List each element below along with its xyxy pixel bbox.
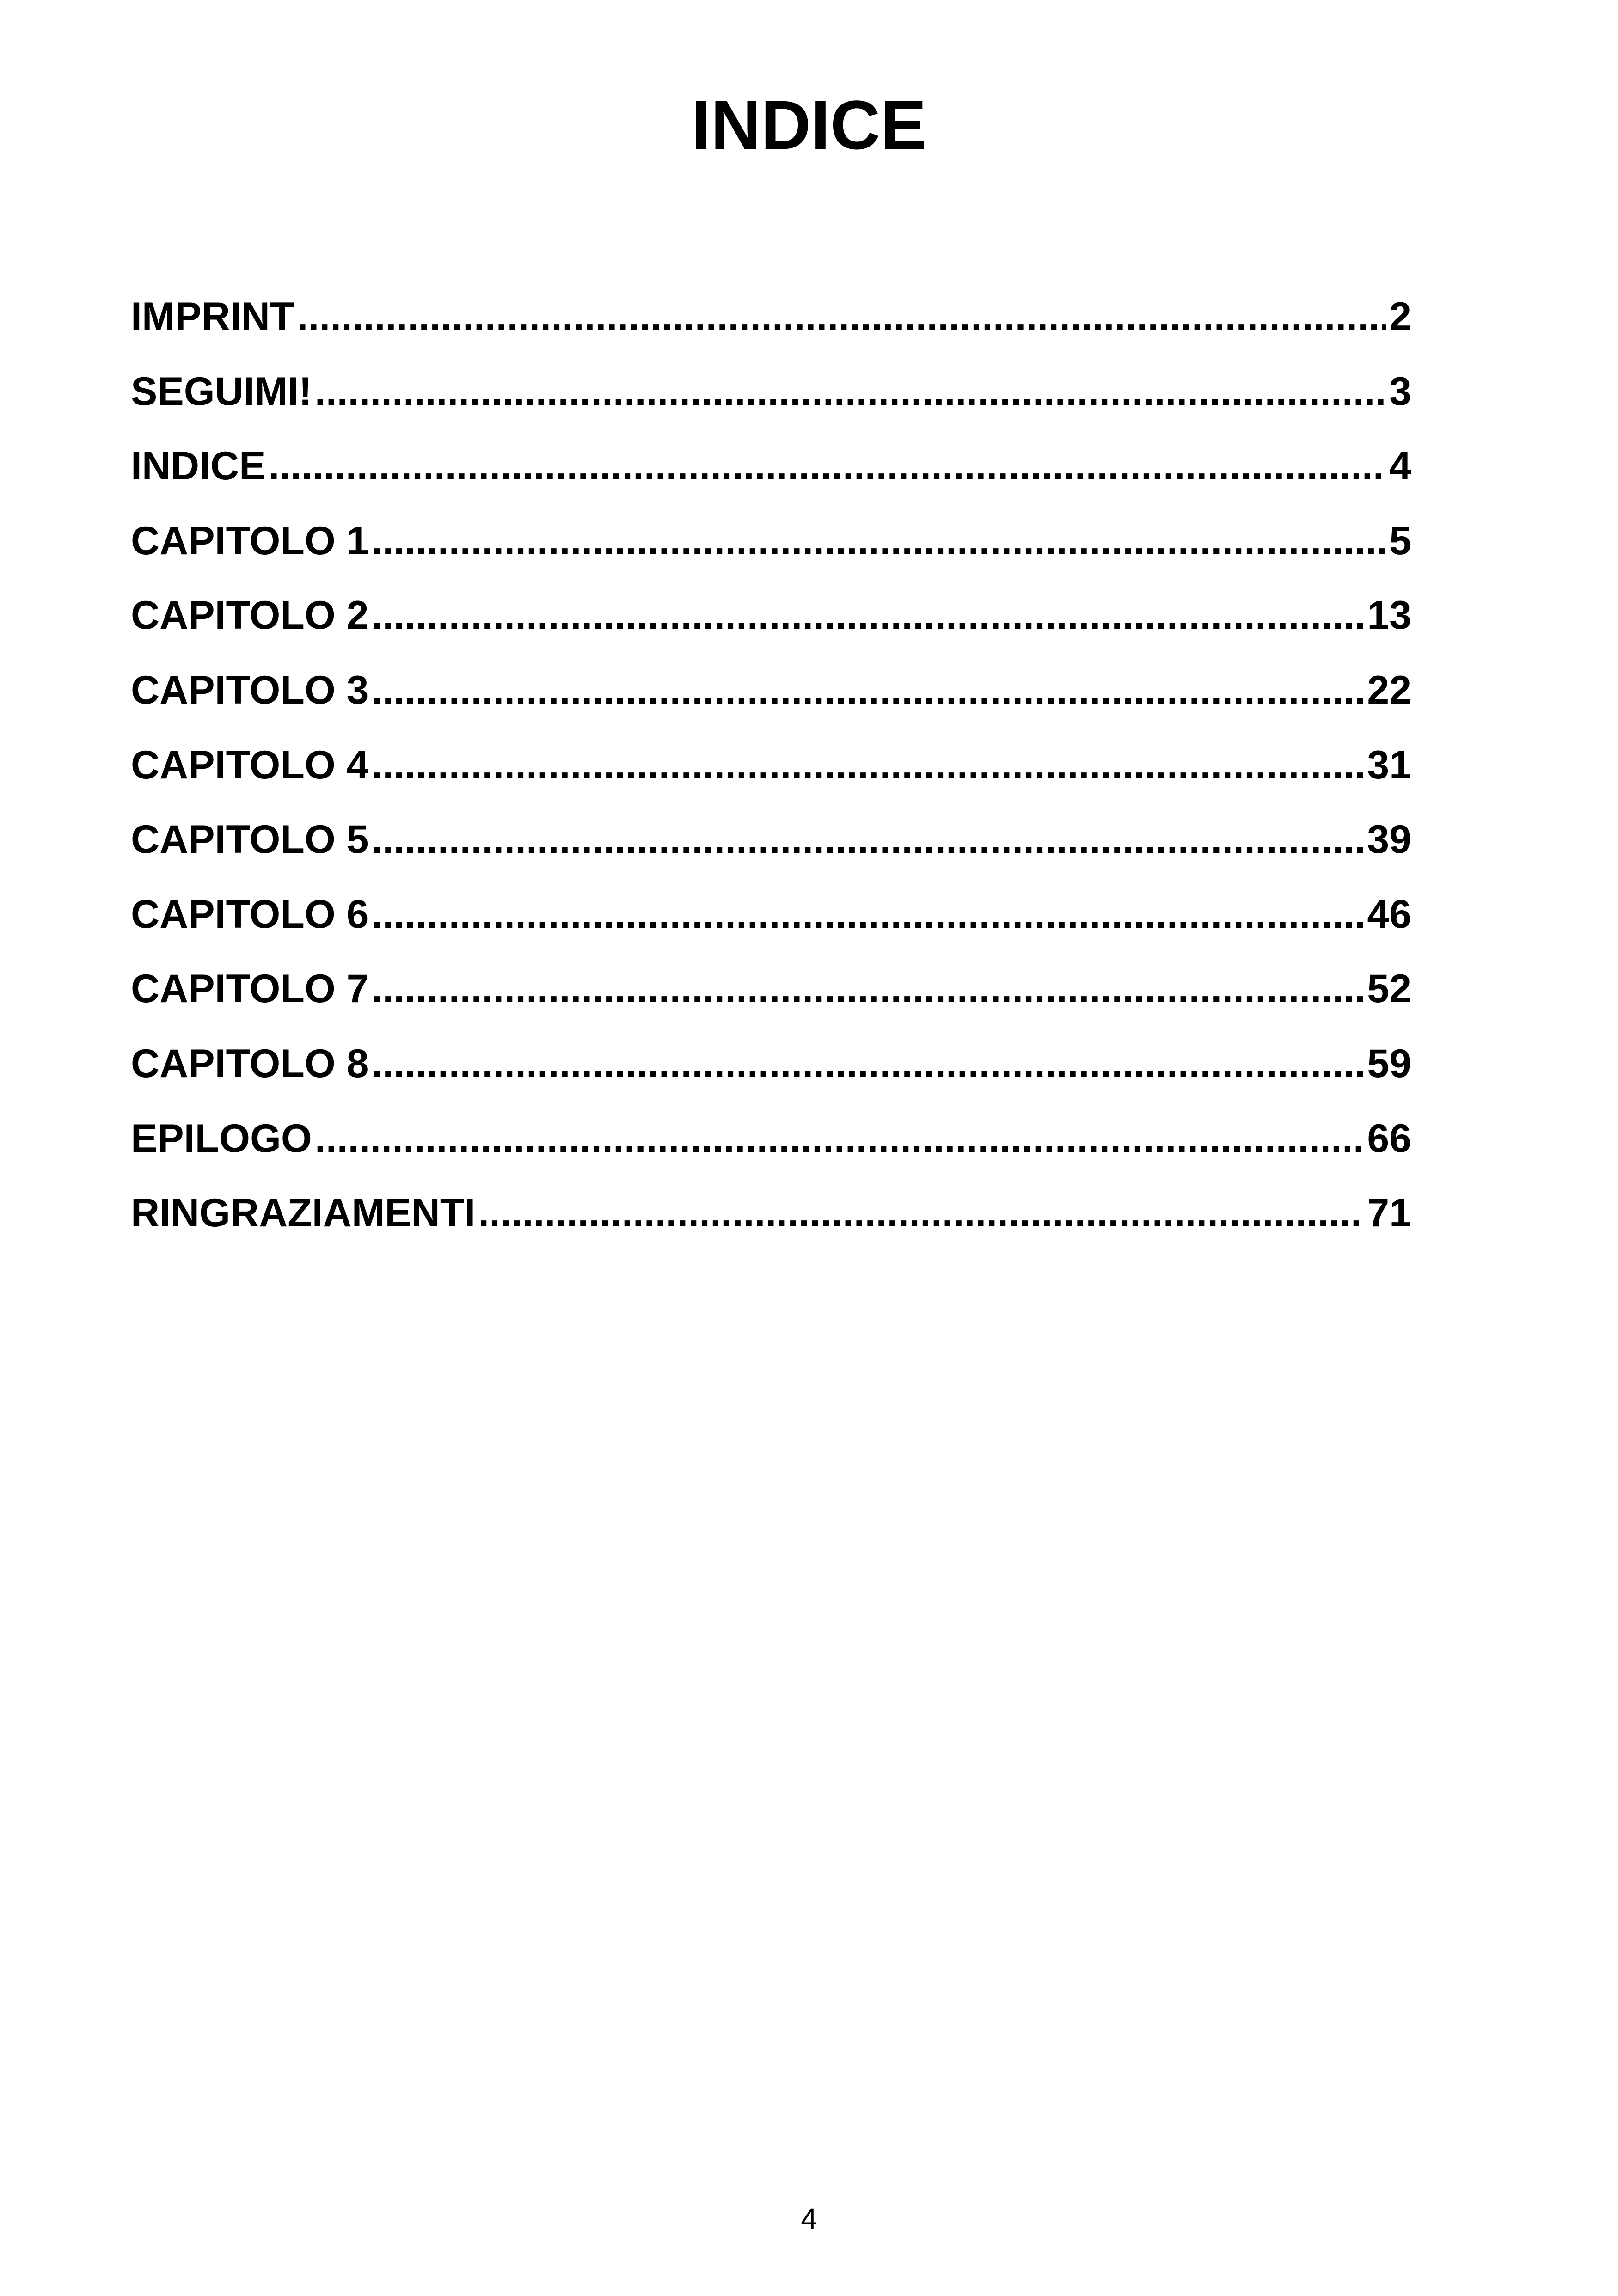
toc-entry-page: 46 xyxy=(1367,892,1411,937)
toc-entry-page: 59 xyxy=(1367,1041,1411,1086)
toc-entry-seguimi[interactable] xyxy=(131,355,1411,429)
toc-entry-capitolo-1[interactable] xyxy=(131,504,1411,579)
toc-entry-epilogo[interactable] xyxy=(131,1102,1411,1176)
toc-entry-page: 13 xyxy=(1367,593,1411,638)
page-title: INDICE xyxy=(691,86,927,164)
toc-entry-capitolo-4[interactable] xyxy=(131,728,1411,803)
toc-entry-label: CAPITOLO 3 xyxy=(131,667,369,712)
toc-entry-page: 71 xyxy=(1367,1191,1411,1236)
toc-entry-page: 2 xyxy=(1389,294,1411,339)
toc-entry-capitolo-3[interactable] xyxy=(131,653,1411,728)
toc-entry-label: INDICE xyxy=(131,444,266,489)
toc-leader-dots xyxy=(372,653,1365,728)
toc-entry-page: 5 xyxy=(1389,518,1411,563)
toc-entry-page: 52 xyxy=(1367,967,1411,1011)
toc-entry-label: IMPRINT xyxy=(131,294,294,339)
toc-entry-page: 39 xyxy=(1367,817,1411,862)
toc-entry-label: CAPITOLO 8 xyxy=(131,1041,369,1086)
toc-entry-label: CAPITOLO 7 xyxy=(131,967,369,1011)
toc-leader-dots xyxy=(315,1102,1364,1176)
toc-leader-dots xyxy=(372,802,1365,877)
toc-leader-dots xyxy=(372,504,1387,579)
toc-entry-page: 3 xyxy=(1389,369,1411,414)
page-number: 4 xyxy=(801,2202,817,2235)
toc-leader-dots xyxy=(268,429,1386,504)
toc-entry-capitolo-5[interactable] xyxy=(131,802,1411,877)
toc-entry-label: CAPITOLO 1 xyxy=(131,518,369,563)
toc-entry-page: 22 xyxy=(1367,667,1411,712)
toc-entry-capitolo-8[interactable] xyxy=(131,1027,1411,1102)
toc-leader-dots xyxy=(297,280,1387,355)
toc-leader-dots xyxy=(372,1027,1365,1102)
toc-entry-indice[interactable] xyxy=(131,429,1411,504)
toc-entry-label: CAPITOLO 5 xyxy=(131,817,369,862)
toc-entry-capitolo-2[interactable] xyxy=(131,578,1411,653)
toc-leader-dots xyxy=(315,355,1386,429)
toc-leader-dots xyxy=(478,1176,1364,1251)
table-of-contents xyxy=(131,280,1411,1251)
toc-entry-label: CAPITOLO 6 xyxy=(131,892,369,937)
toc-entry-capitolo-6[interactable] xyxy=(131,877,1411,952)
toc-entry-ringraziamenti[interactable] xyxy=(131,1176,1411,1251)
toc-entry-capitolo-7[interactable] xyxy=(131,952,1411,1027)
toc-entry-page: 4 xyxy=(1389,444,1411,489)
toc-entry-label: EPILOGO xyxy=(131,1116,312,1161)
toc-entry-label: CAPITOLO 4 xyxy=(131,742,369,787)
toc-leader-dots xyxy=(372,877,1365,952)
toc-entry-label: CAPITOLO 2 xyxy=(131,593,369,638)
toc-entry-page: 31 xyxy=(1367,742,1411,787)
toc-entry-label: RINGRAZIAMENTI xyxy=(131,1191,476,1236)
toc-entry-imprint[interactable] xyxy=(131,280,1411,355)
toc-leader-dots xyxy=(372,578,1365,653)
toc-leader-dots xyxy=(372,952,1365,1027)
toc-entry-page: 66 xyxy=(1367,1116,1411,1161)
toc-entry-label: SEGUIMI! xyxy=(131,369,312,414)
toc-leader-dots xyxy=(372,728,1365,803)
